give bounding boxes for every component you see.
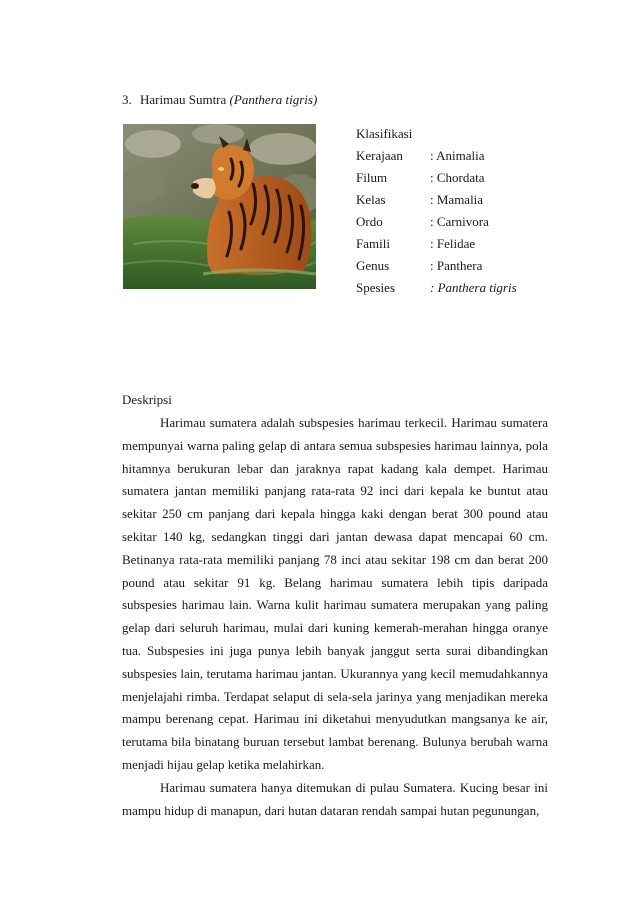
classification-value: : Felidae bbox=[430, 236, 476, 251]
classification-value: : Mamalia bbox=[430, 192, 484, 207]
description-paragraph: Harimau sumatera hanya ditemukan di pulau Sumatera. Kucing besar ini mampu hidup di manapun, dari hutan dataran rendah sampai hutan pegunungan, bbox=[122, 779, 548, 818]
section-heading bbox=[122, 92, 317, 108]
description-paragraph: Harimau sumatera adalah subspesies harimau terkecil. Harimau sumatera mempunyai warna paling gelap di antara semua subspesies harimau lainnya, pola hitamnya berukuran lebar dan jaraknya rapat kadang kala dempet. Harimau sumatera jantan memiliki panjang rata-rata 92 inci dari kepala ke buntut atau sekitar 250 cm panjang dari kepala hingga kaki dengan berat 300 pound atau sekitar 140 kg, sedangkan tinggi dari jantan dewasa dapat mencapai 60 cm. Betinanya rata-rata memiliki panjang 78 inci atau sekitar 198 cm dan berat 200 pound atau sekitar 91 kg. Belang harimau sumatera lebih tipis daripada subspesies harimau lain. Warna kulit harimau sumatera merupakan yang paling gelap dari seluruh harimau, mulai dari kuning kemerah-merahan hingga oranye tua. Subspesies ini juga punya lebih banyak janggut serta surai dibandingkan subspesies lain, terutama harimau jantan. Ukurannya yang kecil memudahkannya menjelajahi rimba. Terdapat selaput di sela-sela jarinya yang menjadikan mereka mampu berenang cepat. Harimau ini diketahui menyudutkan mangsanya ke air, terutama bila binatang buruan tersebut lambat berenang. Bulunya berubah warna menjadi hijau gelap ketika melahirkan. bbox=[122, 415, 548, 772]
description-body bbox=[122, 412, 548, 822]
classification-value: : Panthera bbox=[430, 258, 483, 273]
description-title: Deskripsi bbox=[122, 392, 172, 407]
classification-key: Filum bbox=[356, 170, 388, 185]
classification-key: Spesies bbox=[356, 280, 395, 295]
classification-key: Ordo bbox=[356, 214, 383, 229]
classification-key: Famili bbox=[356, 236, 390, 251]
classification-key: Kelas bbox=[356, 192, 386, 207]
animal-latin-name: (Panthera tigris) bbox=[229, 92, 318, 107]
classification-key: Kerajaan bbox=[356, 148, 403, 163]
classification-key: Genus bbox=[356, 258, 390, 273]
animal-name: Harimau Sumtra bbox=[140, 92, 227, 107]
classification-value: : Animalia bbox=[430, 148, 485, 163]
classification-value: : Carnivora bbox=[430, 214, 489, 229]
classification-value: : Panthera tigris bbox=[430, 280, 517, 295]
classification-title: Klasifikasi bbox=[356, 126, 413, 141]
classification-value: : Chordata bbox=[430, 170, 485, 185]
tiger-photo bbox=[123, 124, 316, 289]
section-number: 3. bbox=[122, 92, 132, 107]
